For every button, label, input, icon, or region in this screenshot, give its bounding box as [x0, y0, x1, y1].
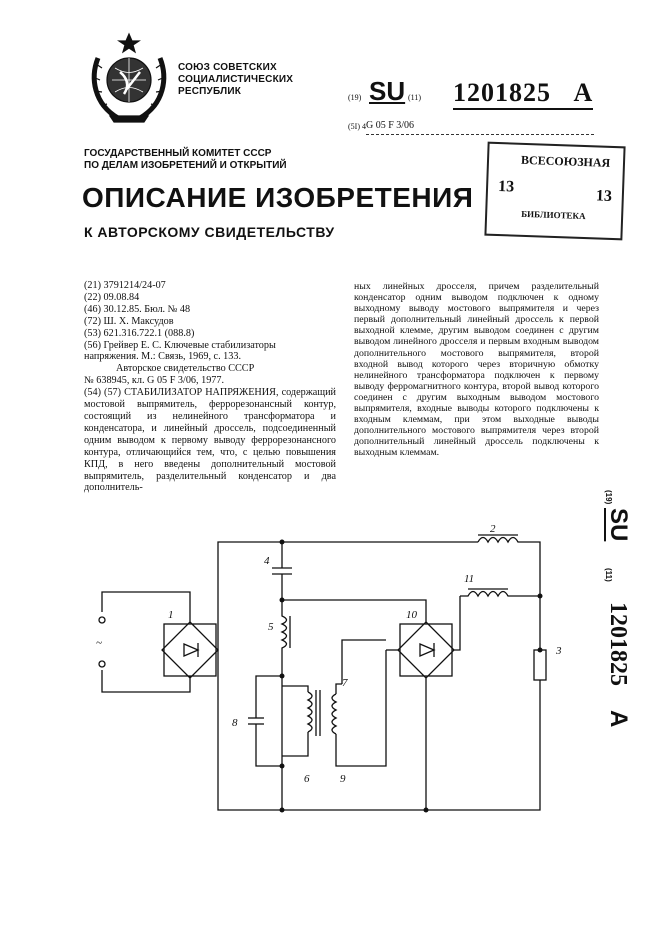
reference-56-cont: напряжения. М.: Связь, 1969, с. 133.	[84, 351, 241, 363]
choke-11	[460, 592, 540, 597]
winding-9	[332, 694, 336, 734]
ac-wire-top	[102, 592, 190, 622]
stamp-line2: БИБЛИОТЕКА	[521, 208, 586, 222]
input-terminal-1	[99, 617, 105, 623]
resonant-loop	[256, 676, 282, 766]
label-11: 11	[464, 573, 475, 585]
reference-56: (56) Грейвер Е. С. Ключевые стабилизаторы	[84, 339, 276, 351]
choke-5	[282, 600, 287, 676]
bibliographic-column	[84, 280, 336, 494]
claim-text-right: ных линейных дросселя, причем разделительный конденсатор одним выводом подключен к одному выходному выводу мостового выпрямителя и через первый дополнительный линейный дроссель к первой выходной клемме, другим выводом соединен с другим выводом линейного дросселя и первым входным выводом дополнительного мостового выпрямителя, второй входной вывод которого через вторичную обмотку нелинейного трансформатора подключен к первому выводу ферромагнитного контура, второй вывод которого соединен с другим выходным выводом мостового выпрямителя, входные выводы которого подключены к входным клеммам, при этом выходные выводы дополнительного мостового выпрямителя через второй дополнительный линейный дроссель подключены к выходным клеммам.	[354, 281, 599, 459]
reference-certificate: Авторское свидетельство СССР	[116, 363, 255, 375]
circuit-diagram	[80, 520, 580, 820]
document-title: ОПИСАНИЕ ИЗОБРЕТЕНИЯ	[82, 182, 474, 213]
claim-text-left: (54) (57) СТАБИЛИЗАТОР НАПРЯЖЕНИЯ, содержащий мостовой выпрямитель, феррорезонансный контур, состоящий из нелинейного трансформатора и конденсатора, и линейный дроссель, подсоединенный одним выводом к первому выводу феррорезонансного контура, отличающийся тем, что, с целью повышения КПД, в него введены дополнительный мостовой выпрямитель, разделительный конденсатор и два дополнитель-	[84, 387, 336, 494]
reference-certificate-cont: № 638945, кл. G 05 F 3/06, 1977.	[84, 375, 225, 387]
top-rail	[218, 542, 478, 650]
document-subtitle: К АВТОРСКОМУ СВИДЕТЕЛЬСТВУ	[84, 224, 335, 240]
label-3: 3	[556, 645, 562, 657]
load-resistor-3	[534, 650, 546, 680]
patent-number: 1201825 A	[453, 78, 593, 110]
input-terminal-2	[99, 661, 105, 667]
capacitor-4	[272, 568, 292, 574]
label-5: 5	[268, 621, 274, 633]
bridge-rectifier-10	[398, 622, 454, 678]
bridge-rectifier-1	[162, 622, 218, 678]
publication-date: (46) 30.12.85. Бюл. № 48	[84, 303, 191, 315]
udc-code: (53) 621.316.722.1 (088.8)	[84, 327, 195, 339]
ussr-emblem	[84, 28, 174, 126]
ac-wire-bottom	[102, 670, 190, 692]
ac-symbol: ~	[96, 637, 102, 649]
filing-date: (22) 09.08.84	[84, 291, 140, 303]
code-51: (5I) 4	[348, 122, 366, 131]
committee: ГОСУДАРСТВЕННЫЙ КОМИТЕТ СССР ПО ДЕЛАМ ИЗОБРЕТЕНИЙ И ОТКРЫТИЙ	[84, 148, 287, 171]
bottom-rail	[218, 650, 540, 810]
label-8: 8	[232, 717, 238, 729]
union-name: СОЮЗ СОВЕТСКИХ СОЦИАЛИСТИЧЕСКИХ РЕСПУБЛИК	[178, 62, 294, 97]
class-underline	[366, 134, 594, 135]
stamp-line1: ВСЕСОЮЗНАЯ	[520, 152, 611, 170]
application-number: (21) 3791214/24-07	[84, 280, 166, 291]
label-4: 4	[264, 555, 270, 567]
label-7: 7	[342, 677, 348, 689]
country-code: SU	[369, 76, 406, 106]
stamp-num-left: 13	[497, 178, 515, 196]
library-stamp	[484, 142, 625, 241]
label-2: 2	[490, 523, 496, 535]
to-bridge-10	[282, 600, 426, 622]
label-6: 6	[304, 773, 310, 785]
capacitor-8	[248, 718, 264, 724]
inventor: (72) Ш. Х. Максудов	[84, 315, 174, 327]
stamp-num-right: 13	[595, 187, 613, 205]
label-1: 1	[168, 609, 174, 621]
winding-6	[308, 692, 312, 732]
code-11: (11)	[408, 93, 422, 102]
bibliographic-data	[84, 280, 336, 387]
label-10: 10	[406, 609, 417, 621]
label-9: 9	[340, 773, 346, 785]
code-19: (19)	[348, 93, 362, 102]
side-label: (19) SU (11) 1201825 A	[604, 490, 632, 728]
ipc-class: G 05 F 3/06	[366, 120, 415, 131]
